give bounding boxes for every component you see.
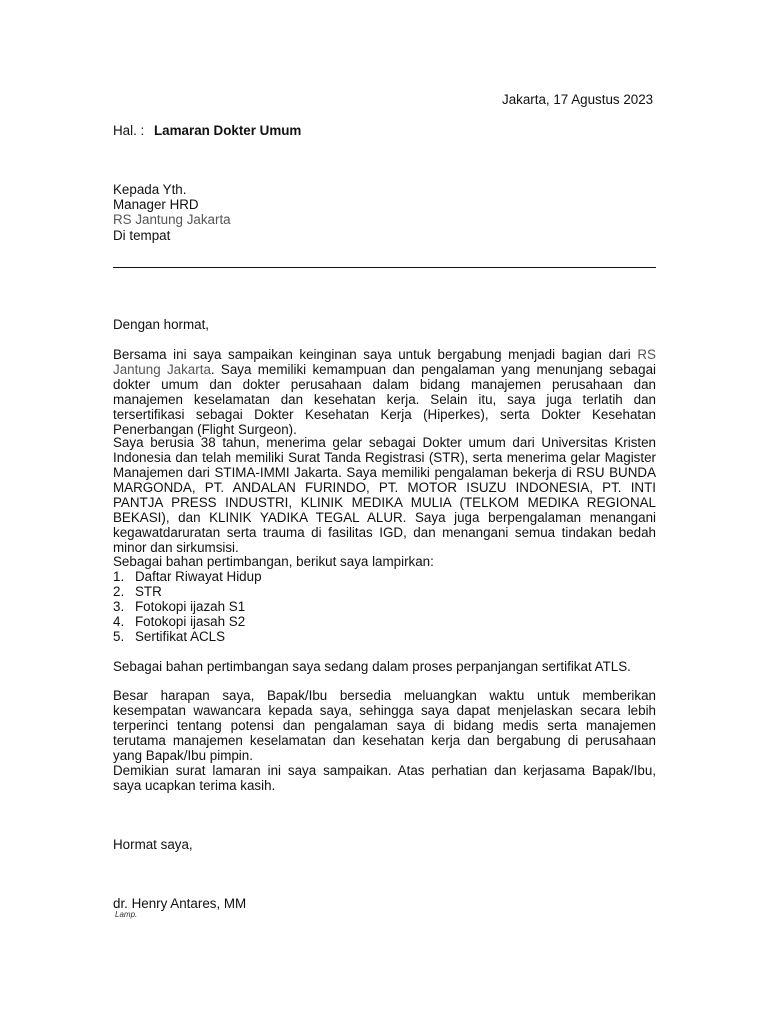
recipient-line-3: RS Jantung Jakarta (113, 212, 231, 227)
paragraph-5: Demikian surat lamaran ini saya sampaikan. Atas perhatian dan kerjasama Bapak/Ibu, saya ucapkan terima kasih. (113, 763, 656, 793)
recipient-line-4: Di tempat (113, 228, 171, 243)
salutation: Dengan hormat, (113, 317, 210, 332)
attachments-list (113, 569, 262, 644)
list-item: 2. STR (113, 584, 162, 599)
paragraph-3: Sebagai bahan pertimbangan saya sedang dalam proses perpanjangan sertifikat ATLS. (113, 659, 631, 674)
list-item: 4. Fotokopi ijasah S2 (113, 614, 246, 629)
paragraph-1-part-b: . Saya memiliki kemampuan dan pengalaman yang menunjang sebagai dokter umum dan dokter perusahaan dalam bidang manajemen perusahaan dan manajemen keselamatan dan kesehatan kerja. Selain itu, saya juga terlatih dan tersertifikasi sebagai Dokter Kesehatan Kerja (Hiperkes), serta Dokter Kesehatan Penerbangan (Flight Surgeon). (113, 362, 656, 437)
paragraph-1 (113, 347, 656, 437)
attachments-intro: Sebagai bahan pertimbangan, berikut saya lampirkan: (113, 554, 434, 569)
paragraph-1-part-a: Bersama ini saya sampaikan keinginan saya untuk bergabung menjadi bagian dari (113, 347, 638, 362)
letter-date: Jakarta, 17 Agustus 2023 (502, 92, 654, 107)
paragraph-4: Besar harapan saya, Bapak/Ibu bersedia meluangkan waktu untuk memberikan kesempatan wawancara kepada saya, sehingga saya dapat menjelaskan secara lebih terperinci tentang potensi dan pengalaman saya di bidang medis serta manajemen terutama manajemen keselamatan dan kesehatan kerja dan bergabung di perusahaan yang Bapak/Ibu pimpin. (113, 688, 656, 763)
list-item: 3. Fotokopi ijazah S1 (113, 599, 246, 614)
subject-text: Lamaran Dokter Umum (154, 123, 302, 138)
list-item: 1. Daftar Riwayat Hidup (113, 569, 262, 584)
closing: Hormat saya, (113, 837, 193, 852)
signature-name: dr. Henry Antares, MM (113, 896, 247, 911)
paragraph-2: Saya berusia 38 tahun, menerima gelar sebagai Dokter umum dari Universitas Kristen Indonesia dan telah memiliki Surat Tanda Registrasi (STR), serta menerima gelar Magister Manajemen dari STIMA-IMMI Jakarta. Saya memiliki pengalaman bekerja di RSU BUNDA MARGONDA, PT. ANDALAN FURINDO, PT. MOTOR ISUZU INDONESIA, PT. INTI PANTJA PRESS INDUSTRI, KLINIK MEDIKA MULIA (TELKOM MEDIKA REGIONAL BEKASI), dan KLINIK YADIKA TEGAL ALUR. Saya juga berpengalaman menangani kegawatdaruratan serta trauma di fasilitas IGD, dan menangani semua tindakan bedah minor dan sirkumsisi. (113, 435, 656, 555)
recipient-line-1: Kepada Yth. (113, 182, 187, 197)
recipient-line-2: Manager HRD (113, 197, 199, 212)
divider-line (113, 267, 656, 268)
list-item: 5. Sertifikat ACLS (113, 629, 226, 644)
attachment-note: Lamp. (115, 910, 138, 919)
subject-label: Hal. : (113, 123, 145, 138)
paragraph-1-org: RS Jantung Jakarta (113, 347, 656, 377)
letter-subject (113, 123, 301, 138)
